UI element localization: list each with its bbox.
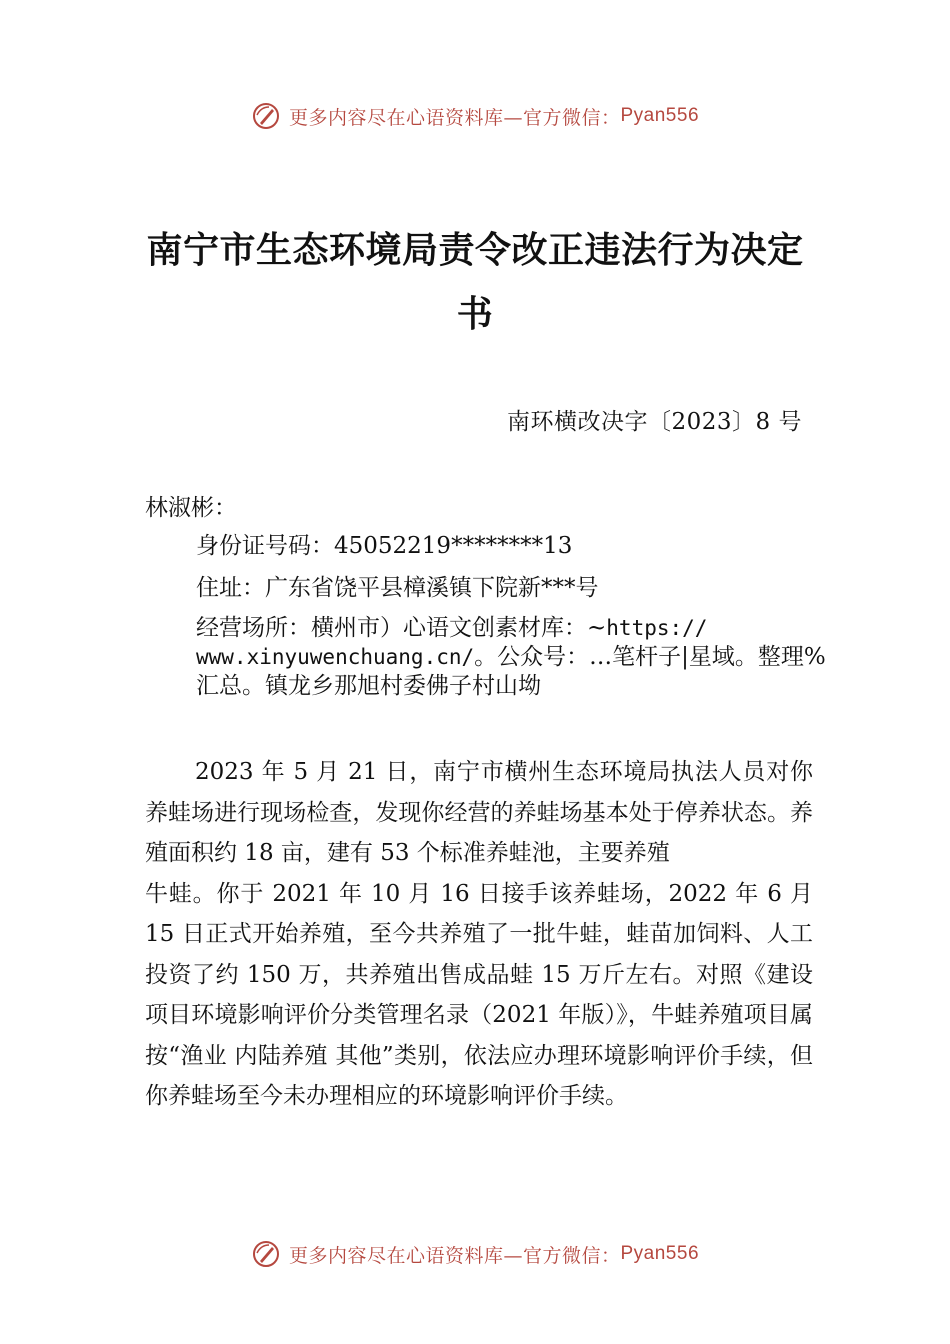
title-line-1: 南宁市生态环境局责令改正违法行为决定	[146, 229, 804, 271]
pen-logo-icon	[251, 1239, 281, 1269]
banner-main-text: 更多内容尽在心语资料库—	[288, 1244, 523, 1267]
business-location-field	[196, 614, 836, 701]
addressee: 林淑彬：	[145, 495, 237, 521]
document-number: 南环横改决字〔2023〕8 号	[507, 409, 802, 435]
body-paragraph	[145, 752, 813, 1117]
bottom-watermark-banner	[0, 1236, 950, 1272]
top-watermark-banner	[0, 98, 950, 134]
address-field: 住址：广东省饶平县樟溪镇下院新***号	[196, 575, 599, 601]
paragraph-part-2: 牛蛙。你于 2021 年 10 月 16 日接手该养蛙场，2022 年 6 月 15 日正式开始养殖，至今共养殖了一批牛蛙，蛙苗加饲料、人工投资了约 150 万，共养殖出售成品蛙 15 万斤左右。对照《建设项目环境影响评价分类管理名录（2021 年版）》，牛蛙养殖项目属按“渔业 内陆养殖 其他”类别，依法应办理环境影响评价手续，但你养蛙场至今未办理相应的环境影响评价手续。	[145, 880, 813, 1109]
business-rest: 。公众号：…笔杆子|星域。整理%汇总。镇龙乡那旭村委佛子村山坳	[196, 644, 826, 699]
party-info	[196, 530, 836, 701]
banner-account: Pyan556	[620, 1243, 700, 1264]
business-prefix: 经营场所：横州市）心语文创素材库：~	[196, 615, 607, 641]
banner-main-text: 更多内容尽在心语资料库—	[288, 106, 523, 129]
title-line-2: 书	[456, 293, 494, 335]
banner-wechat-label: 官方微信：	[522, 1244, 621, 1267]
pen-logo-icon	[251, 101, 281, 131]
id-number-field: 身份证号码：45052219********13	[196, 533, 573, 559]
business-url-part-1: https://	[606, 616, 708, 640]
banner-wechat-label: 官方微信：	[522, 106, 621, 129]
banner-account: Pyan556	[620, 105, 700, 126]
business-url-part-2: www.xinyuwenchuang.cn/	[196, 645, 475, 669]
paragraph-part-1: 2023 年 5 月 21 日，南宁市横州生态环境局执法人员对你养蛙场进行现场检查，发现你经营的养蛙场基本处于停养状态。养殖面积约 18 亩，建有 53 个标准养蛙池，主要养殖	[145, 759, 813, 866]
document-title	[120, 218, 830, 346]
